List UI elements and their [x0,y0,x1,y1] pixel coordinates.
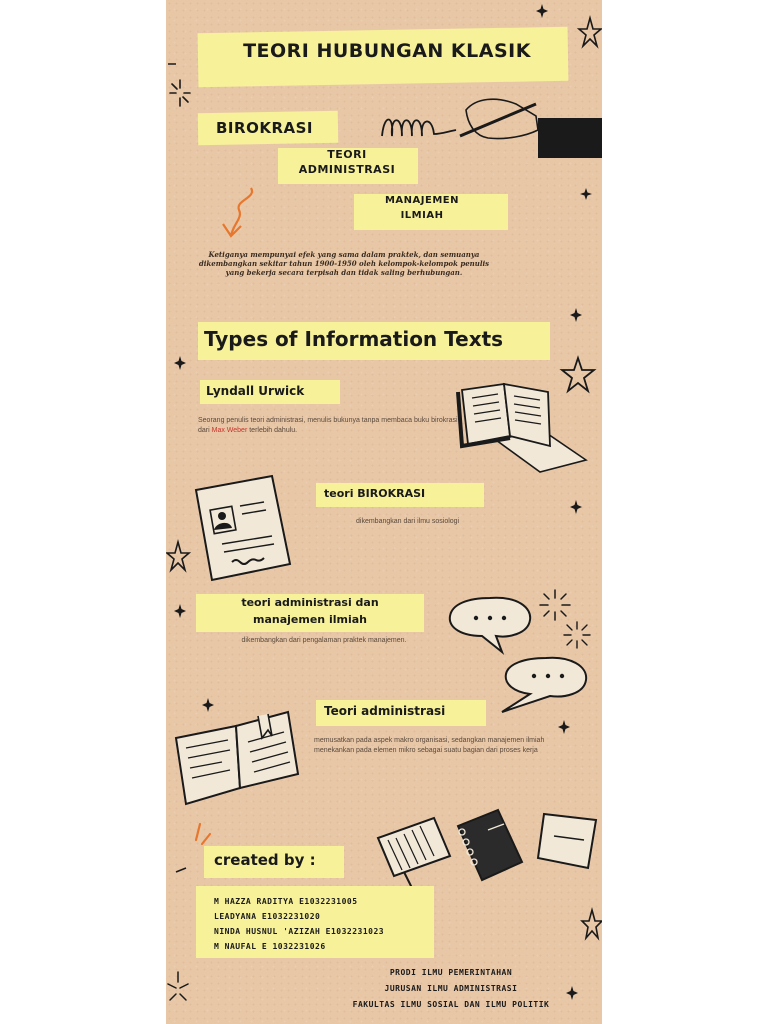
footer-line: PRODI ILMU PEMERINTAHAN [389,968,513,977]
item1-text-after: terlebih dahulu. [247,426,298,434]
item1-text-before: Seorang penulis teori administrasi, menulis bukunya tanpa membaca buku birokrasi dari [198,417,458,434]
burst-icon [168,78,192,108]
sparkle-icon [570,500,582,514]
author-name: LEADYANA E1032231020 [214,912,321,921]
tag-birokrasi: BIROKRASI [216,119,313,137]
item2-text: dikembangkan dari ilmu sosiologi [356,518,460,525]
author-name: NINDA HUSNUL 'AZIZAH E1032231023 [214,927,385,936]
sparkle-icon [566,986,578,1000]
infographic-page [166,0,602,1024]
section-title: Types of Information Texts [204,327,504,351]
closed-book-icon [536,808,600,874]
star-icon [174,356,186,370]
footer [306,968,596,1016]
sparkle-icon [536,4,548,18]
item4-text: memusatkan pada aspek makro organisasi, sedangkan manajemen ilmiah menekankan pada elemen mikro sebagai suatu bagian dari proses kerja [314,737,545,754]
page-title: TEORI HUBUNGAN KLASIK [243,40,531,62]
star-icon [166,540,190,576]
tag-teori-administrasi: TEORI ADMINISTRASI [298,148,396,176]
item2-heading: teori BIROKRASI [324,487,426,500]
item1-heading: Lyndall Urwick [206,384,305,398]
created-by-label: created by : [214,851,316,869]
footer-line: JURUSAN ILMU ADMINISTRASI [384,984,518,993]
dot-icon [168,60,176,68]
notebook-icon [172,708,300,808]
item4-heading: Teori administrasi [324,704,446,718]
item3-heading: teori administrasi dan manajemen ilmiah [241,596,379,626]
id-card-icon [192,474,294,584]
item3-text: dikembangkan dari pengalaman praktek manajemen. [241,637,407,644]
star-icon [582,908,602,944]
speech-bubble-icon [446,594,536,656]
item1-text [198,416,458,435]
tag-manajemen-ilmiah: MANAJEMEN ILMIAH [384,195,459,221]
sparkle-icon [558,720,570,734]
spiral-notebook-icon [454,806,526,886]
sparkle-icon [570,308,582,322]
authors-list [214,897,384,957]
sparkle-icon [174,604,186,618]
arrow-icon [221,184,261,240]
burst-icon [166,970,192,1010]
author-name: M NAUFAL E 1032231026 [214,942,326,951]
star-icon [578,16,602,52]
author-name: M HAZZA RADITYA E1032231005 [214,897,358,906]
sparkle-icon [580,188,592,200]
speech-bubble-icon [500,654,590,716]
burst-icon [538,588,572,622]
burst-icon [562,620,592,650]
open-book-icon [456,380,586,484]
intro-paragraph: Ketiganya mempunyai efek yang sama dalam praktek, dan semuanya dikembangkan sekitar tahun 1900-1950 oleh kelompok-kelompok penulis yang bekerja secara terpisah dan tidak saling berhubungan. [198,250,490,277]
footer-line: FAKULTAS ILMU SOSIAL DAN ILMU POLITIK [352,1000,550,1009]
stack-books-icon [372,810,452,890]
item1-highlight-name: Max Weber [211,426,248,434]
